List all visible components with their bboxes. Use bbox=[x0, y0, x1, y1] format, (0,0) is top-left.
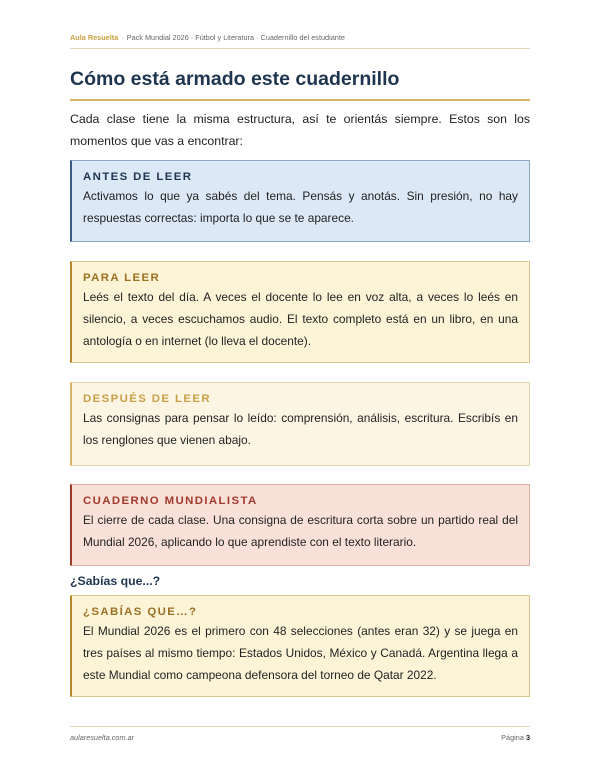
sabias-heading: ¿SABÍAS QUE…? bbox=[83, 606, 198, 618]
header-divider bbox=[70, 48, 530, 49]
section-despues-de-leer bbox=[70, 382, 530, 466]
section-antes-de-leer bbox=[70, 160, 530, 242]
header-subtitle: Pack Mundial 2026 · Fútbol y Literatura · Cuadernillo del estudiante bbox=[126, 33, 345, 42]
section-heading: ANTES DE LEER bbox=[83, 171, 193, 183]
section-heading: PARA LEER bbox=[83, 272, 161, 284]
header-separator: · bbox=[121, 33, 124, 42]
sabias-que-box bbox=[70, 595, 530, 697]
brand-name: Aula Resuelta bbox=[70, 33, 119, 42]
page-title: Cómo está armado este cuadernillo bbox=[70, 68, 400, 90]
section-para-leer bbox=[70, 261, 530, 363]
page-label: Página bbox=[501, 733, 524, 742]
section-heading: CUADERNO MUNDIALISTA bbox=[83, 495, 258, 507]
page-header bbox=[70, 33, 530, 42]
footer-divider bbox=[70, 726, 530, 727]
section-body: Activamos lo que ya sabés del tema. Pensás y anotás. Sin presión, no hay respuestas correctas: importa lo que se te aparece. bbox=[83, 189, 518, 225]
section-heading: DESPUÉS DE LEER bbox=[83, 393, 211, 405]
section-body: Las consignas para pensar lo leído: comprensión, análisis, escritura. Escribís en los renglones que vienen abajo. bbox=[83, 411, 518, 447]
intro-paragraph: Cada clase tiene la misma estructura, así te orientás siempre. Estos son los momentos que vas a encontrar: bbox=[70, 112, 530, 148]
sabias-body: El Mundial 2026 es el primero con 48 selecciones (antes eran 32) y se juega en tres países al mismo tiempo: Estados Unidos, México y Canadá. Argentina llega a este Mundial como campeona defensora del torneo de Qatar 2022. bbox=[83, 624, 518, 682]
section-body: El cierre de cada clase. Una consigna de escritura corta sobre un partido real del Mundial 2026, aplicando lo que aprendiste con el texto literario. bbox=[83, 513, 518, 549]
section-cuaderno-mundialista bbox=[70, 484, 530, 566]
sabias-subheading: ¿Sabías que...? bbox=[70, 574, 161, 588]
page-number bbox=[501, 733, 530, 742]
footer-site: aularesuelta.com.ar bbox=[70, 733, 135, 742]
page-number-value: 3 bbox=[525, 733, 530, 742]
section-body: Leés el texto del día. A veces el docente lo lee en voz alta, a veces lo leés en silencio, a veces escuchamos audio. El texto completo está en un libro, en una antología o en internet (lo lleva el docente). bbox=[83, 290, 518, 348]
title-underline bbox=[70, 99, 530, 101]
